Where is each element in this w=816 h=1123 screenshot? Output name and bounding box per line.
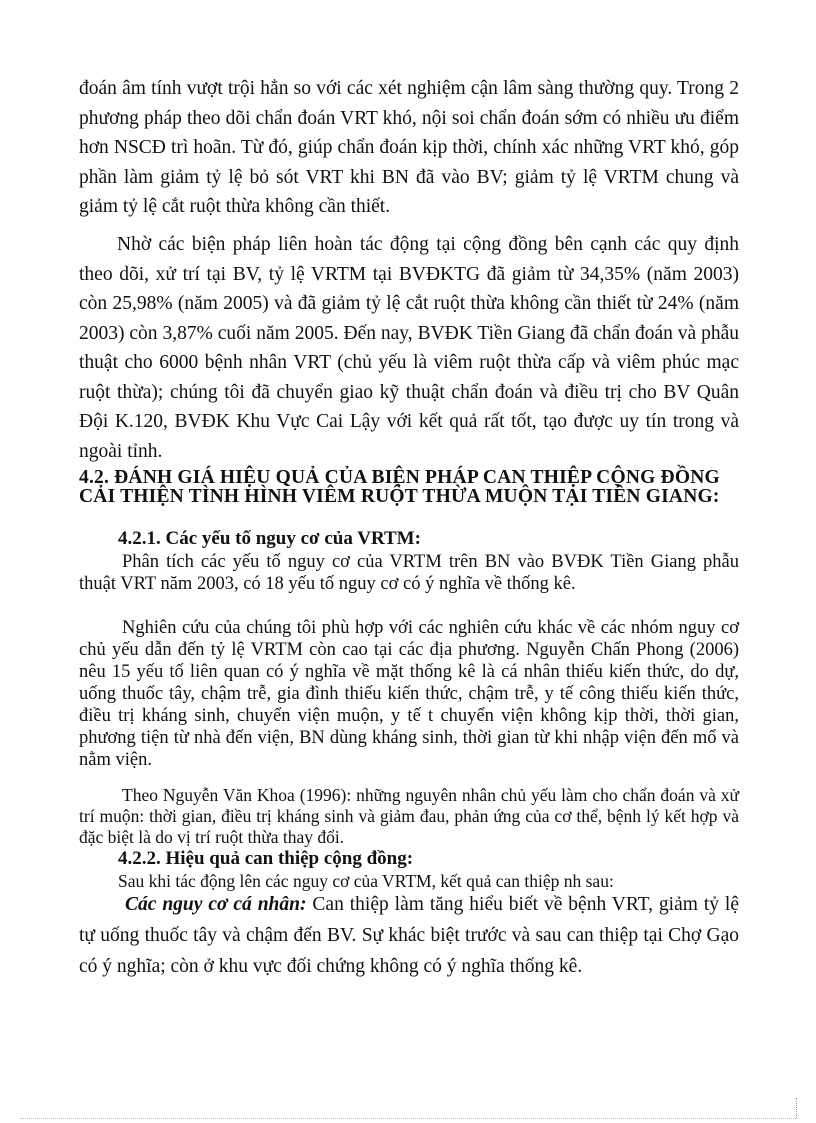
personal-risk-body: Can thiệp làm tăng hiểu biết về bệnh VRT, giảm tỷ lệ tự uống thuốc tây và chậm đến BV. Sự khác biệt trước và sau can thiệp tại Chợ Gạo có ý nghĩa; còn ở khu vực đối chứng không có ý nghĩa thống kê. — [79, 894, 740, 977]
subsection-2-title: 4.2.2. Hiệu quả can thiệp cộng đồng: — [118, 848, 414, 869]
comparison-paragraph: Nghiên cứu của chúng tôi phù hợp với các nghiên cứu khác về các nhóm nguy cơ chủ yếu dẫn đến tỷ lệ VRTM còn cao tại các địa phương. Nguyễn Chấn Phong (2006) nêu 15 yếu tố liên quan có ý nghĩa về mặt thống kê là cá nhân thiếu kiến thức, do dự, uống thuốc tây, chậm trễ, gia đình thiếu kiến thức, chậm trễ, y tế công thiếu kiến thức, điều trị kháng sinh, chuyển viện muộn, y tế t chuyển viện không kịp thời, thời gian, phương tiện từ nhà đến viện, BN dùng kháng sinh, thời gian từ khi nhập viện đến mổ và nằm viện. — [79, 618, 739, 770]
intervention-intro-paragraph: Sau khi tác động lên các nguy cơ của VRTM, kết quả can thiệp nh sau: — [118, 871, 614, 891]
subsection-1-title: 4.2.1. Các yếu tố nguy cơ của VRTM: — [118, 528, 421, 549]
page-corner-border — [796, 1098, 798, 1118]
intro-continuation-paragraph: đoán âm tính vượt trội hẳn so với các xét nghiệm cận lâm sàng thường quy. Trong 2 phương pháp theo dõi chẩn đoán VRT khó, nội soi chẩn đoán sớm có nhiều ưu điểm hơn NSCĐ trì hoãn. Từ đó, giúp chẩn đoán kịp thời, chính xác những VRT khó, góp phần làm giảm tỷ lệ bỏ sót VRT khi BN đã vào BV; giảm tỷ lệ VRTM chung và giảm tỷ lệ cắt ruột thừa không cần thiết. — [79, 78, 739, 217]
khoa-citation-paragraph: Theo Nguyễn Văn Khoa (1996): những nguyên nhân chủ yếu làm cho chẩn đoán và xử trí muộn: thời gian, điều trị kháng sinh và giảm đau, phản ứng của cơ thể, bệnh lý kết hợp và đặc biệt là do vị trí ruột thừa thay đổi. — [79, 785, 739, 847]
personal-risk-paragraph — [79, 889, 739, 982]
section-heading: 4.2. ĐÁNH GIÁ HIỆU QUẢ CỦA BIỆN PHÁP CAN THIỆP CỘNG ĐỒNG CẢI THIỆN TÌNH HÌNH VIÊM RUỘT THỪA MUỘN TẠI TIỀN GIANG: — [79, 467, 720, 507]
page-bottom-border — [20, 1118, 796, 1119]
risk-analysis-paragraph: Phân tích các yếu tố nguy cơ của VRTM trên BN vào BVĐK Tiền Giang phẫu thuật VRT năm 2003, có 18 yếu tố nguy cơ có ý nghĩa về thống kê. — [79, 552, 739, 594]
community-measures-paragraph: Nhờ các biện pháp liên hoàn tác động tại cộng đồng bên cạnh các quy định theo dõi, xử trí tại BV, tỷ lệ VRTM tại BVĐKTG đã giảm từ 34,35% (năm 2003) còn 25,98% (năm 2005) và đã giảm tỷ lệ cắt ruột thừa không cần thiết từ 24% (năm 2003) còn 3,87% cuối năm 2005. Đến nay, BVĐK Tiền Giang đã chẩn đoán và phẫu thuật cho 6000 bệnh nhân VRT (chủ yếu là viêm ruột thừa cấp và viêm phúc mạc ruột thừa); chúng tôi đã chuyển giao kỹ thuật chẩn đoán và điều trị cho BV Quân Đội K.120, BVĐK Khu Vực Cai Lậy với kết quả rất tốt, tạo được uy tín trong và ngoài tỉnh. — [79, 234, 739, 462]
personal-risk-lead: Các nguy cơ cá nhân: — [125, 894, 307, 915]
